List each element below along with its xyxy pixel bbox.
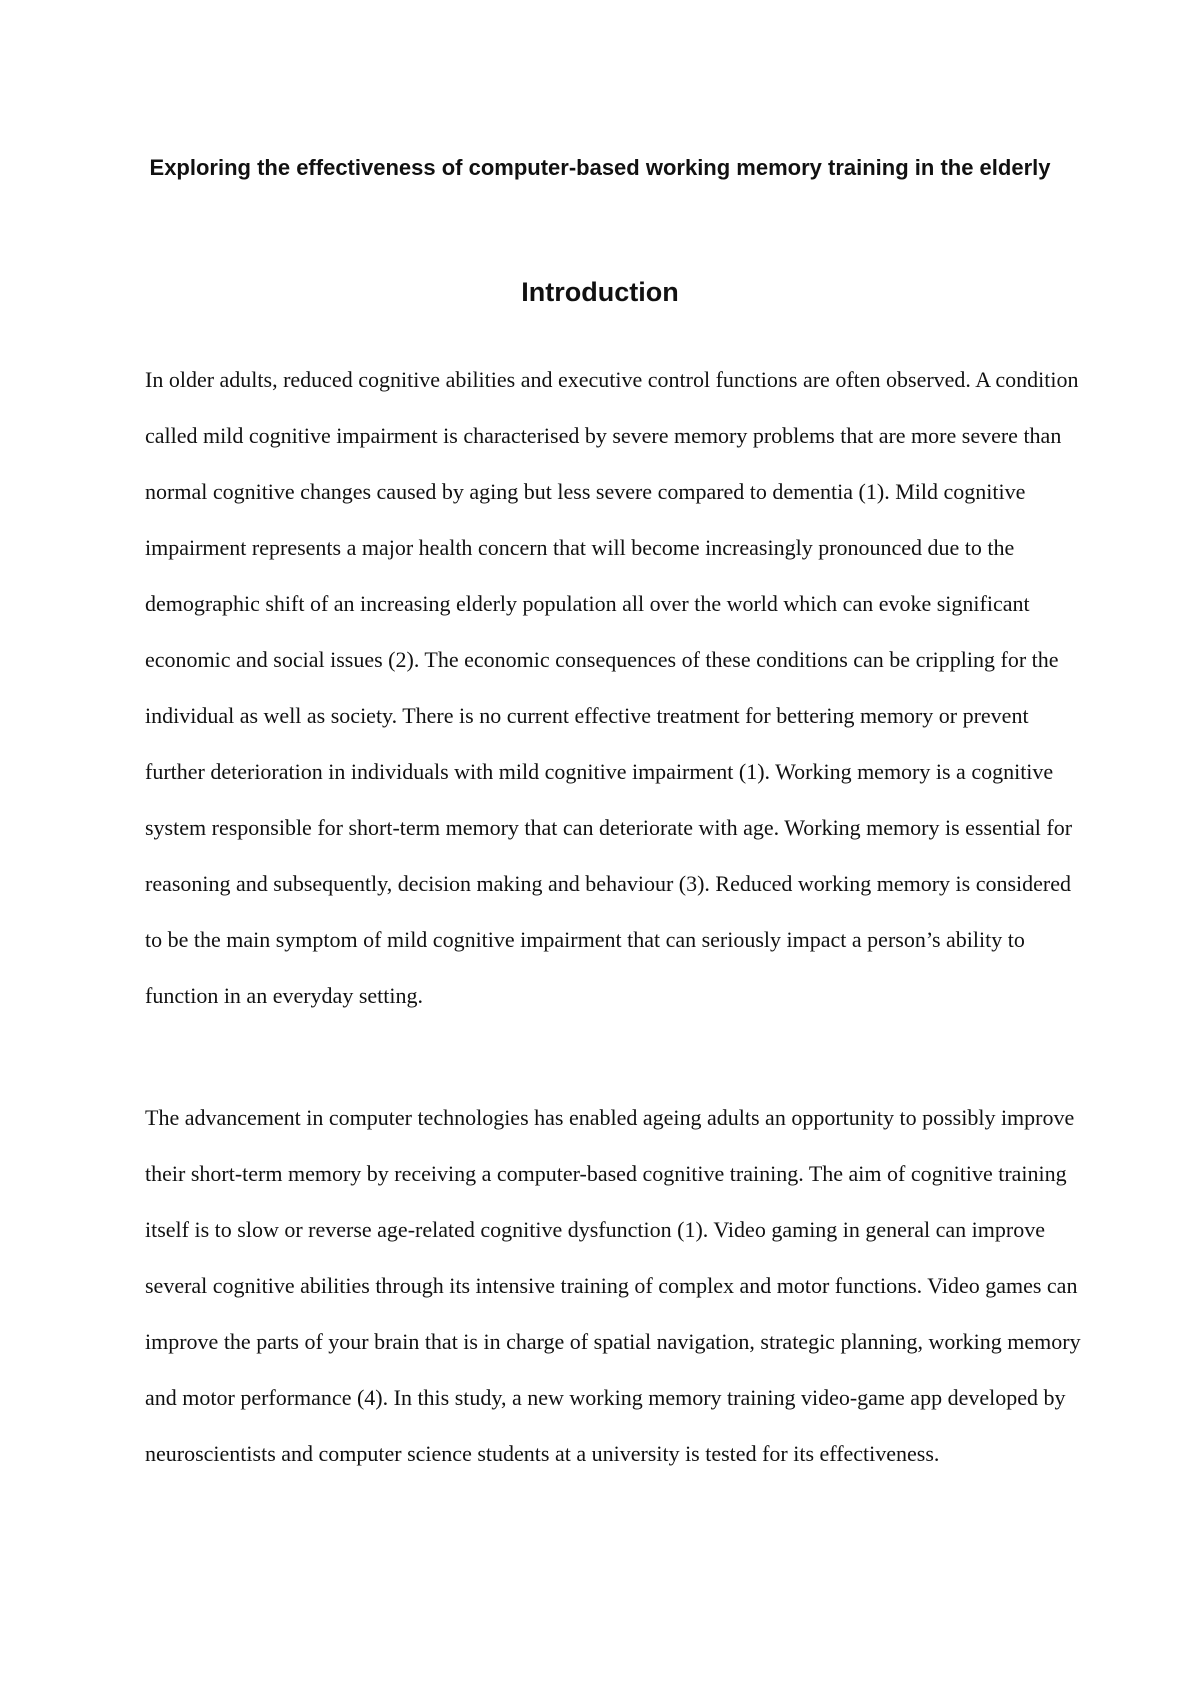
introduction-paragraph-2: The advancement in computer technologies has enabled ageing adults an opportunity to possibly improve their short-term memory by receiving a computer-based cognitive training. The aim of cognitive training itself is to slow or reverse age-related cognitive dysfunction (1). Video gaming in general can improve several cognitive abilities through its intensive training of complex and motor functions. Video games can improve the parts of your brain that is in charge of spatial navigation, strategic planning, working memory and motor performance (4). In this study, a new working memory training video-game app developed by neuroscientists and computer science students at a university is tested for its effectiveness. bbox=[145, 1105, 1081, 1466]
section-heading-introduction: Introduction bbox=[521, 277, 679, 307]
introduction-paragraph-1: In older adults, reduced cognitive abilities and executive control functions are often observed. A condition called mild cognitive impairment is characterised by severe memory problems that are more severe than normal cognitive changes caused by aging but less severe compared to dementia (1). Mild cognitive impairment represents a major health concern that will become increasingly pronounced due to the demographic shift of an increasing elderly population all over the world which can evoke significant economic and social issues (2). The economic consequences of these conditions can be crippling for the individual as well as society. There is no current effective treatment for bettering memory or prevent further deterioration in individuals with mild cognitive impairment (1). Working memory is a cognitive system responsible for short-term memory that can deteriorate with age. Working memory is essential for reasoning and subsequently, decision making and behaviour (3). Reduced working memory is considered to be the main symptom of mild cognitive impairment that can seriously impact a person’s ability to function in an everyday setting. bbox=[145, 367, 1079, 1008]
document-title: Exploring the effectiveness of computer-based working memory training in the elderly bbox=[149, 155, 1051, 180]
